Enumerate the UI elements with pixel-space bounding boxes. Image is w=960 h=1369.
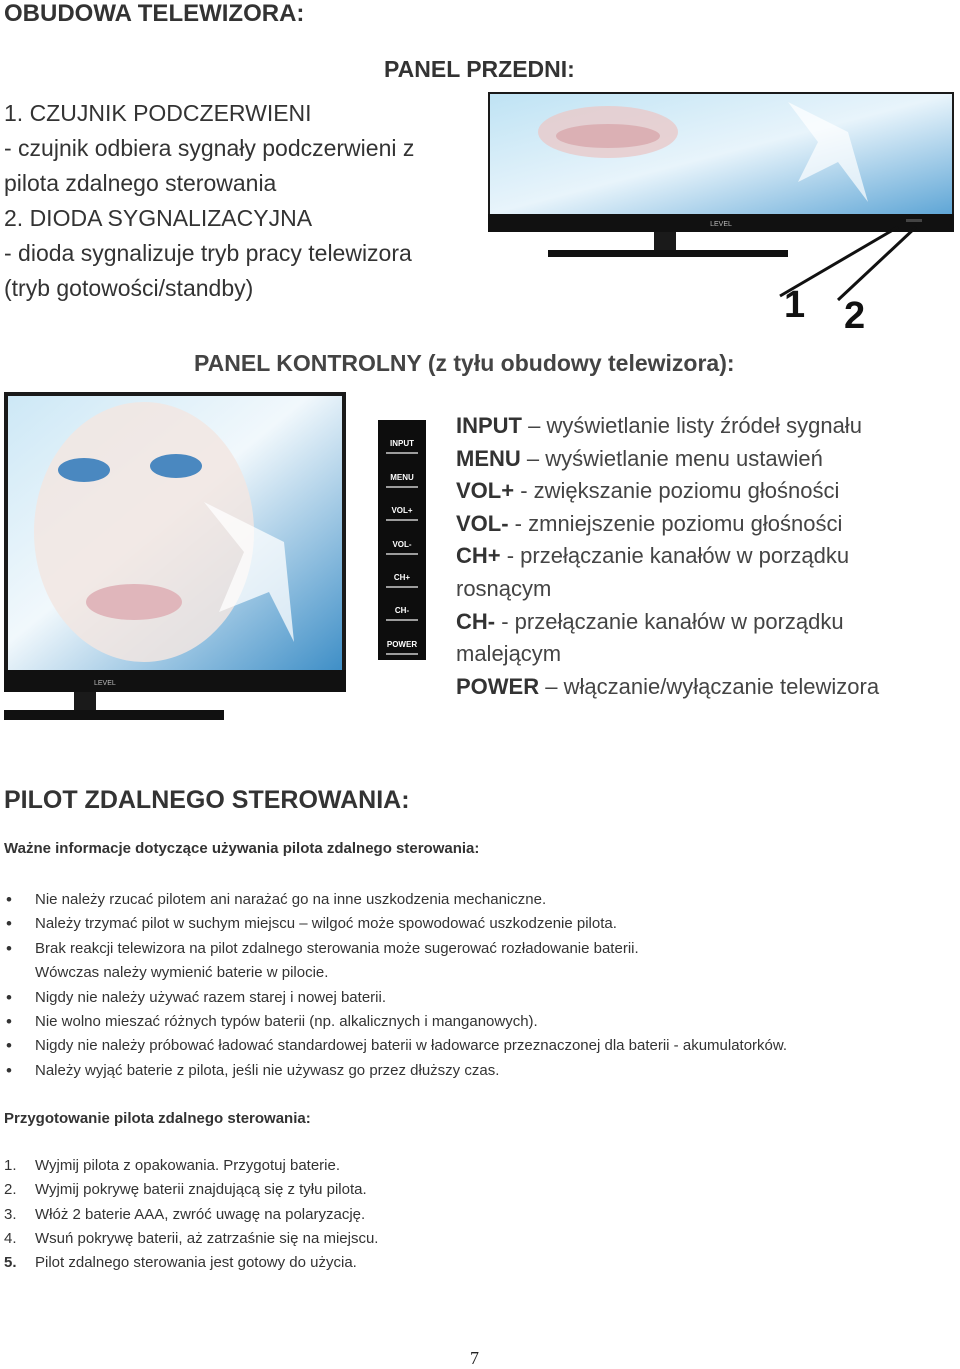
face-shape [34, 402, 254, 662]
button-menu-label: MENU [390, 473, 414, 482]
button-input-label: INPUT [390, 439, 414, 448]
button-volup-label: VOL+ [391, 506, 413, 515]
front-line: 2. DIODA SYGNALIZACYJNA [4, 205, 313, 231]
callout-number-2: 2 [844, 295, 866, 332]
important-info-list [4, 888, 954, 1083]
remote-heading: PILOT ZDALNEGO STEROWANIA: [4, 786, 410, 814]
page-title: OBUDOWA TELEWIZORA: [4, 0, 305, 27]
control-desc-chdown: CH- - przełączanie kanałów w porządku [456, 608, 844, 634]
list-item: • Należy wyjąć baterie z pilota, jeśli nie używasz go przez dłuższy czas. [4, 1059, 954, 1083]
tv-front-illustration [488, 92, 954, 332]
control-desc-chdown-cont: malejącym [456, 641, 562, 667]
front-line: 1. CZUJNIK PODCZERWIENI [4, 100, 312, 126]
eye-right [150, 454, 202, 478]
step-item: 1. Wyjmij pilota z opakowania. Przygotuj baterie. [4, 1157, 341, 1174]
list-item: • Należy trzymać pilot w suchym miejscu – wilgoć może spowodować uszkodzenie pilota. [4, 912, 954, 936]
front-panel-description [4, 96, 484, 306]
list-item: • Nie należy rzucać pilotem ani narażać go na inne uszkodzenia mechaniczne. [4, 888, 954, 912]
control-desc-chup-cont: rosnącym [456, 575, 552, 601]
control-desc-input: INPUT – wyświetlanie listy źródeł sygnału [456, 413, 862, 438]
control-desc-power: POWER – włączanie/wyłączanie telewizora [456, 673, 880, 699]
tv-front-screen [490, 94, 952, 214]
control-descriptions [456, 410, 956, 703]
list-item-continuation: Wówczas należy wymienić baterie w pilocie. [35, 964, 329, 982]
tv-stand-neck [654, 232, 676, 252]
button-power-label: POWER [386, 640, 418, 649]
tv-brand-label: LEVEL [710, 221, 732, 228]
control-desc-menu: MENU – wyświetlanie menu ustawień [456, 445, 823, 471]
tv-brand-label: LEVEL [94, 680, 116, 687]
step-item: 5. Pilot zdalnego sterowania jest gotowy do użycia. [4, 1254, 357, 1272]
list-item: • Nie wolno mieszać różnych typów baterii (np. alkalicznych i manganowych). [4, 1010, 954, 1034]
lips-shape [86, 584, 182, 620]
tv-back-illustration [4, 392, 444, 724]
front-line: - dioda sygnalizuje tryb pracy telewizora [4, 240, 412, 266]
button-chdown-label: CH- [394, 606, 410, 615]
front-line: - czujnik odbiera sygnały podczerwieni z [4, 135, 415, 161]
front-panel-heading: PANEL PRZEDNI: [384, 56, 575, 82]
sensor-marker [906, 219, 922, 222]
button-voldown-label: VOL- [392, 540, 412, 549]
front-line: pilota zdalnego sterowania [4, 170, 277, 196]
important-info-title: Ważne informacje dotyczące używania pilota zdalnego sterowania: [4, 840, 480, 857]
tv-stand-base [548, 250, 788, 257]
eye-left [58, 458, 110, 482]
front-line: (tryb gotowości/standby) [4, 275, 254, 301]
page-number: 7 [470, 1348, 479, 1368]
list-item: • Brak reakcji telewizora na pilot zdalnego sterowania może sugerować rozładowanie baterii. [4, 937, 954, 961]
control-desc-volup: VOL+ - zwiększanie poziomu głośności [456, 478, 840, 504]
list-item: • Nigdy nie należy próbować ładować standardowej baterii w ładowarce przeznaczonej dla baterii - akumulatorków. [4, 1034, 954, 1058]
tv-stand-base [4, 710, 224, 720]
step-item: 4. Wsuń pokrywę baterii, aż zatrzaśnie się na miejscu. [4, 1229, 379, 1247]
list-item: • Nigdy nie należy używać razem starej i nowej baterii. [4, 986, 954, 1010]
control-desc-chup: CH+ - przełączanie kanałów w porządku [456, 543, 850, 569]
callout-number-1: 1 [784, 284, 806, 326]
preparation-steps [4, 1154, 378, 1275]
preparation-title: Przygotowanie pilota zdalnego sterowania: [4, 1110, 311, 1127]
step-item: 3. Włóż 2 baterie AAA, zwróć uwagę na polaryzację. [4, 1205, 366, 1223]
step-item: 2. Wyjmij pokrywę baterii znajdującą się z tyłu pilota. [4, 1181, 367, 1199]
control-desc-voldown: VOL- - zmniejszenie poziomu głośności [456, 510, 843, 536]
control-panel-heading: PANEL KONTROLNY (z tyłu obudowy telewizora): [194, 350, 735, 376]
button-chup-label: CH+ [393, 573, 411, 582]
